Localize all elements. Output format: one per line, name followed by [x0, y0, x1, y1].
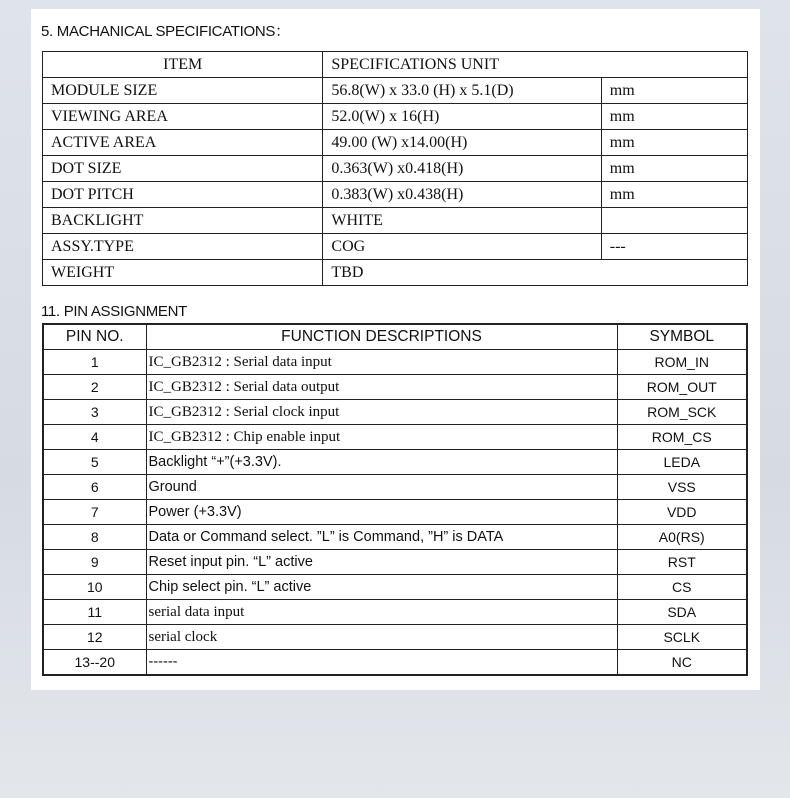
pin-row	[43, 550, 747, 575]
spec-item: WEIGHT	[43, 260, 323, 286]
spec-item: DOT SIZE	[43, 156, 323, 182]
header-pin-no: PIN NO.	[43, 324, 146, 350]
pin-row	[43, 500, 747, 525]
spec-value: COG	[323, 234, 601, 260]
pin-header-row	[43, 324, 747, 350]
pin-symbol: LEDA	[617, 450, 747, 475]
pin-function: serial data input	[146, 600, 617, 625]
pin-symbol: ROM_CS	[617, 425, 747, 450]
spec-unit: mm	[601, 104, 747, 130]
header-symbol: SYMBOL	[617, 324, 747, 350]
pin-number: 2	[43, 375, 146, 400]
pin-symbol: ROM_SCK	[617, 400, 747, 425]
pin-row	[43, 400, 747, 425]
pin-row	[43, 375, 747, 400]
spec-item: DOT PITCH	[43, 182, 323, 208]
pin-symbol: RST	[617, 550, 747, 575]
pin-symbol: VSS	[617, 475, 747, 500]
pin-function: serial clock	[146, 625, 617, 650]
pin-function: Reset input pin. “L” active	[146, 550, 617, 575]
spec-row	[43, 208, 748, 234]
spec-row	[43, 78, 748, 104]
pin-number: 12	[43, 625, 146, 650]
spec-row	[43, 104, 748, 130]
pin-section-title: 11. PIN ASSIGNMENT	[41, 303, 188, 320]
pin-row	[43, 450, 747, 475]
pin-number: 10	[43, 575, 146, 600]
spec-item: VIEWING AREA	[43, 104, 323, 130]
pin-symbol: SCLK	[617, 625, 747, 650]
pin-function: Power (+3.3V)	[146, 500, 617, 525]
pin-symbol: A0(RS)	[617, 525, 747, 550]
pin-symbol: VDD	[617, 500, 747, 525]
pin-number: 5	[43, 450, 146, 475]
spec-row	[43, 130, 748, 156]
spec-unit: mm	[601, 156, 747, 182]
pin-row	[43, 625, 747, 650]
pin-symbol: NC	[617, 650, 747, 676]
pin-symbol: ROM_IN	[617, 350, 747, 375]
mechanical-spec-table	[42, 51, 748, 286]
pin-function: IC_GB2312 : Serial data output	[146, 375, 617, 400]
spec-row	[43, 260, 748, 286]
header-item: ITEM	[43, 52, 323, 78]
spec-value: 49.00 (W) x14.00(H)	[323, 130, 601, 156]
pin-symbol: CS	[617, 575, 747, 600]
pin-function: IC_GB2312 : Serial clock input	[146, 400, 617, 425]
spec-item: MODULE SIZE	[43, 78, 323, 104]
pin-row	[43, 475, 747, 500]
spec-value: 0.363(W) x0.418(H)	[323, 156, 601, 182]
pin-number: 3	[43, 400, 146, 425]
pin-number: 7	[43, 500, 146, 525]
pin-number: 9	[43, 550, 146, 575]
pin-symbol: SDA	[617, 600, 747, 625]
pin-row	[43, 650, 747, 676]
pin-function: IC_GB2312 : Chip enable input	[146, 425, 617, 450]
pin-number: 6	[43, 475, 146, 500]
spec-item: ACTIVE AREA	[43, 130, 323, 156]
pin-number: 13--20	[43, 650, 146, 676]
spec-row	[43, 156, 748, 182]
pin-function: Data or Command select. ”L” is Command, ”H” is DATA	[146, 525, 617, 550]
header-function: FUNCTION DESCRIPTIONS	[146, 324, 617, 350]
spec-unit: ---	[601, 234, 747, 260]
spec-unit: mm	[601, 182, 747, 208]
pin-function: IC_GB2312 : Serial data input	[146, 350, 617, 375]
pin-row	[43, 525, 747, 550]
pin-symbol: ROM_OUT	[617, 375, 747, 400]
pin-row	[43, 600, 747, 625]
pin-number: 8	[43, 525, 146, 550]
spec-item: BACKLIGHT	[43, 208, 323, 234]
spec-unit: mm	[601, 78, 747, 104]
pin-function: Ground	[146, 475, 617, 500]
spec-value: TBD	[323, 260, 748, 286]
spec-unit: mm	[601, 130, 747, 156]
spec-value: WHITE	[323, 208, 601, 234]
spec-value: 56.8(W) x 33.0 (H) x 5.1(D)	[323, 78, 601, 104]
pin-row	[43, 575, 747, 600]
pin-function: Chip select pin. “L” active	[146, 575, 617, 600]
spec-row	[43, 182, 748, 208]
pin-assignment-table	[42, 323, 748, 676]
mechanical-section-title: 5. MACHANICAL SPECIFICATIONS：	[41, 23, 290, 40]
spec-unit	[601, 208, 747, 234]
spec-value: 0.383(W) x0.438(H)	[323, 182, 601, 208]
pin-number: 4	[43, 425, 146, 450]
pin-function: ------	[146, 650, 617, 676]
spec-item: ASSY.TYPE	[43, 234, 323, 260]
pin-number: 1	[43, 350, 146, 375]
spec-sheet	[31, 9, 760, 690]
pin-row	[43, 425, 747, 450]
mechanical-header-row	[43, 52, 748, 78]
pin-function: Backlight “+”(+3.3V).	[146, 450, 617, 475]
spec-row	[43, 234, 748, 260]
pin-row	[43, 350, 747, 375]
spec-value: 52.0(W) x 16(H)	[323, 104, 601, 130]
header-spec-unit: SPECIFICATIONS UNIT	[323, 52, 748, 78]
pin-number: 11	[43, 600, 146, 625]
